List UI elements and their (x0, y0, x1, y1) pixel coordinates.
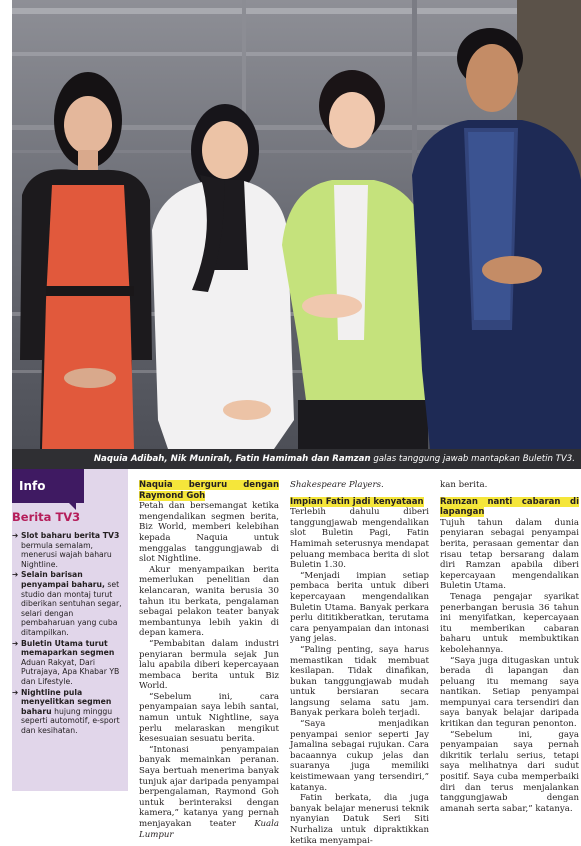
paragraph: kan berita. (440, 480, 488, 490)
subheading-ramzan: Ramzan nanti cabaran di lapangan (440, 496, 579, 518)
info-badge: Info (12, 469, 84, 503)
caption-names: Naquia Adibah, Nik Munirah, Fatin Hamimah dan Ramzan (93, 454, 371, 464)
paragraph: Terlebih dahulu diberi tanggungjawab mengendalikan slot Buletin Pagi, Fatin Hamimah seterusnya mendapat peluang membaca berita di slot Buletin 1.30. (290, 507, 429, 571)
subheading-fatin: Impian Fatin jadi kenyataan (290, 496, 424, 507)
paragraph: “Sebelum ini, cara penyampaian saya lebih santai, namun untuk Nightline, saya perlu melaraskan mengikut kesesuaian sesuatu berita. (139, 691, 279, 745)
article-column-3 (440, 480, 579, 814)
paragraph: Fatin berkata, dia juga banyak belajar menerusi teknik nyanyian Datuk Seri Siti Nurhaliza untuk dipraktikkan ketika menyampai- (290, 793, 429, 846)
paragraph: “Saya juga ditugaskan untuk berada di lapangan dan peluang itu memang saya nantikan. Setiap penyampai mempunyai cara tersendiri dan saya banyak belajar daripada kritikan dan teguran penonton. (440, 655, 579, 730)
paragraph: “Intonasi penyampaian banyak memainkan peranan. Saya bertuah menerima banyak tunjuk ajar daripada penyampai berpengalaman, Raymond Goh untuk berinteraksi dengan kamera,” katanya yang pernah menjayakan teater Kuala Lumpur (139, 744, 279, 840)
article-column-1 (139, 480, 279, 840)
info-list-item: ➔ Selain barisan penyampai baharu, set studio dan montaj turut diberikan sentuhan segar, selari dengan pembaharuan yang cuba ditampilkan. (12, 570, 122, 637)
info-list-item: ➔ Slot baharu berita TV3 bermula semalam, menerusi wajah baharu Nightline. (12, 531, 120, 569)
info-list (12, 531, 124, 736)
info-title: Berita TV3 (12, 510, 81, 524)
paragraph: Petah dan bersemangat ketika mengendalikan segmen berita, Biz World, memberi kelebihan kepada Naquia untuk menggalas tanggungjawab di slot Nightline. (139, 501, 279, 565)
presenters-photo-art (12, 0, 581, 449)
paragraph: “Saya menjadikan penyampai senior seperti Jay Jamalina sebagai rujukan. Cara bacaannya cukup jelas dan suaranya juga memiliki keistimewaan yang tersendiri,” katanya. (290, 719, 429, 793)
paragraph: Tujuh tahun dalam dunia penyiaran sebagai penyampai berita, perasaan gementar dan risau tetap bersarang dalam diri Ramzan apabila diberi kepercayaan mengendalikan Buletin Utama. (440, 517, 579, 592)
caption-text: galas tanggung jawab mantapkan Buletin TV3. (370, 454, 575, 464)
arrow-icon: ➔ (12, 531, 19, 540)
info-sidebar (12, 469, 128, 791)
paragraph: Akur menyampaikan berita memerlukan penelitian dan kelancaran, wanita berusia 30 tahun itu berkata, pengalaman sebagai pelakon teater banyak membantunya lebih yakin di depan kamera. (139, 564, 279, 639)
arrow-icon: ➔ (12, 638, 19, 648)
presenters-photo (12, 0, 581, 449)
article-column-2 (290, 480, 429, 846)
photo-caption (12, 449, 581, 469)
arrow-icon: ➔ (12, 687, 19, 697)
paragraph: Shakespeare Players. (290, 480, 384, 490)
paragraph: Tenaga pengajar syarikat penerbangan berusia 36 tahun ini menyifatkan, kepercayaan itu memberikan cabaran baharu untuk membuktikan kebolehannya. (440, 591, 579, 655)
paragraph: “Menjadi impian setiap pembaca berita untuk diberi kepercayaan mengendalikan Buletin Utama. Banyak perkara perlu dititikberatkan, terutama cara penyampaian dan intonasi yang jelas. (290, 570, 429, 645)
paragraph: “Paling penting, saya harus memastikan tidak membuat kesilapan. Tidak dinafikan, bukan tanggungjawab mudah untuk bersiaran secara langsung selama satu jam. Banyak perkara boleh terjadi. (290, 644, 429, 719)
paragraph: “Sebelum ini, gaya penyampaian saya pernah dikritik terlalu serius, tetapi saya melihatnya dari sudut positif. Saya cuba memperbaiki diri dan terus menjalankan tanggungjawab dengan amanah serta sabar,” katanya. (440, 729, 579, 814)
arrow-icon: ➔ (12, 570, 19, 580)
paragraph: “Pembabitan dalam industri penyiaran bermula sejak Jun lalu apabila diberi kepercayaan membaca berita untuk Biz World. (139, 638, 279, 692)
subheading-naquia: Naquia berguru dengan Raymond Goh (139, 480, 279, 501)
info-list-item: ➔ Nightline pula menyelitkan segmen baharu hujung minggu seperti automotif, e-sport dan kesihatan. (12, 687, 120, 735)
info-list-item: ➔ Buletin Utama turut memaparkan segmen Aduan Rakyat, Dari Putrajaya, Apa Khabar YB dan Lifestyle. (12, 638, 120, 686)
